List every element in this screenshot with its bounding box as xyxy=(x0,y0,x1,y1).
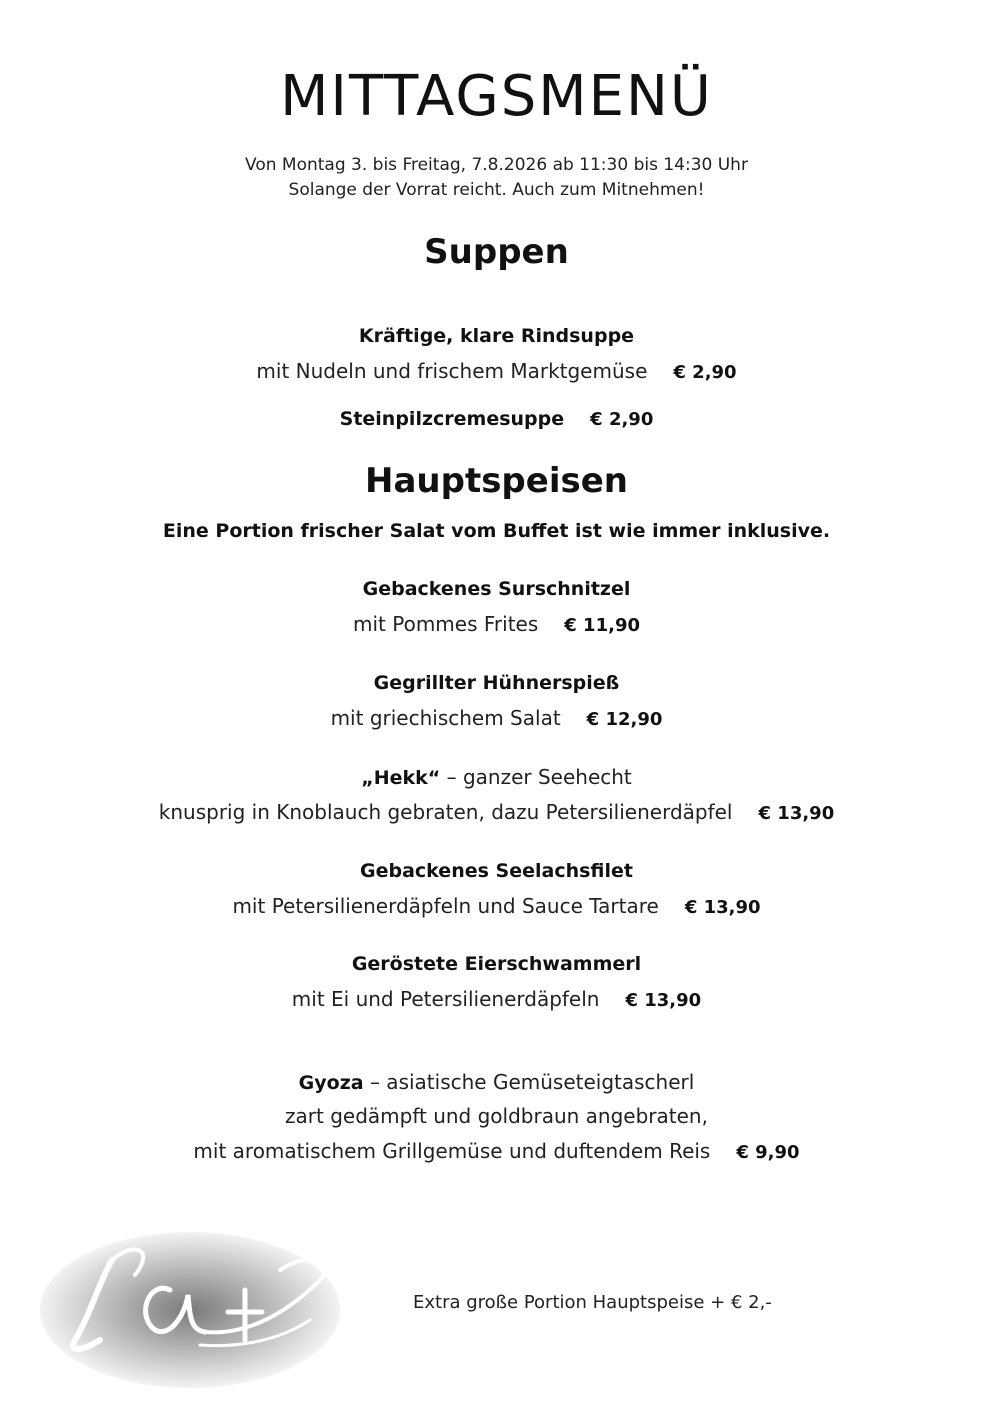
soup-1-desc: mit Nudeln und frischem Marktgemüse xyxy=(256,359,648,383)
main-4-desc: mit Petersilienerdäpfeln und Sauce Tartare xyxy=(232,894,659,918)
subtitle-note: Solange der Vorrat reicht. Auch zum Mitnehmen! xyxy=(288,180,705,200)
main-3-line xyxy=(0,800,993,824)
main-6-price: € 9,90 xyxy=(736,1142,800,1163)
main-6-desc-1: zart gedämpft und goldbraun angebraten, xyxy=(285,1104,708,1128)
main-2-price: € 12,90 xyxy=(586,709,663,730)
soup-2-price: € 2,90 xyxy=(590,409,654,430)
soup-1-line xyxy=(0,359,993,383)
la-logo-icon xyxy=(40,1220,360,1390)
main-4-line xyxy=(0,894,993,918)
main-5-line xyxy=(0,987,993,1011)
mains-heading: Hauptspeisen xyxy=(365,461,628,501)
main-3-name: „Hekk“ xyxy=(361,767,441,789)
main-4-name: Gebackenes Seelachsfilet xyxy=(360,860,633,882)
soup-2-name: Steinpilzcremesuppe xyxy=(339,408,565,430)
main-6-desc-2: mit aromatischem Grillgemüse und duftendem Reis xyxy=(193,1139,711,1163)
soup-2-line xyxy=(0,408,993,430)
main-5-price: € 13,90 xyxy=(625,990,702,1011)
main-6-name-suffix: – asiatische Gemüseteigtascherl xyxy=(363,1070,695,1094)
main-3-title-line xyxy=(0,765,993,789)
main-6-name: Gyoza xyxy=(298,1072,364,1094)
soup-1-price: € 2,90 xyxy=(673,362,737,383)
main-2-name: Gegrillter Hühnerspieß xyxy=(373,672,620,694)
main-4-price: € 13,90 xyxy=(684,897,761,918)
main-1-price: € 11,90 xyxy=(564,615,640,636)
main-6-line xyxy=(0,1139,993,1163)
main-5-name: Geröstete Eierschwammerl xyxy=(351,953,642,975)
main-1-line xyxy=(0,612,993,636)
main-2-desc: mit griechischem Salat xyxy=(330,706,561,730)
main-3-desc: knusprig in Knoblauch gebraten, dazu Petersilienerdäpfel xyxy=(158,800,733,824)
main-1-desc: mit Pommes Frites xyxy=(353,612,539,636)
extra-portion-note: Extra große Portion Hauptspeise + € 2,- xyxy=(413,1292,772,1313)
soup-1-name: Kräftige, klare Rindsuppe xyxy=(358,325,635,347)
page-title: MITTAGSMENÜ xyxy=(280,64,713,129)
subtitle-dates: Von Montag 3. bis Freitag, 7.8.2026 ab 11:30 bis 14:30 Uhr xyxy=(245,155,748,175)
soups-heading: Suppen xyxy=(424,232,569,272)
main-1-name: Gebackenes Surschnitzel xyxy=(362,578,631,600)
main-3-name-suffix: – ganzer Seehecht xyxy=(440,765,632,789)
main-6-title-line xyxy=(0,1070,993,1094)
main-5-desc: mit Ei und Petersilienerdäpfeln xyxy=(291,987,600,1011)
mains-note: Eine Portion frischer Salat vom Buffet ist wie immer inklusive. xyxy=(162,520,831,542)
main-3-price: € 13,90 xyxy=(758,803,835,824)
main-2-line xyxy=(0,706,993,730)
